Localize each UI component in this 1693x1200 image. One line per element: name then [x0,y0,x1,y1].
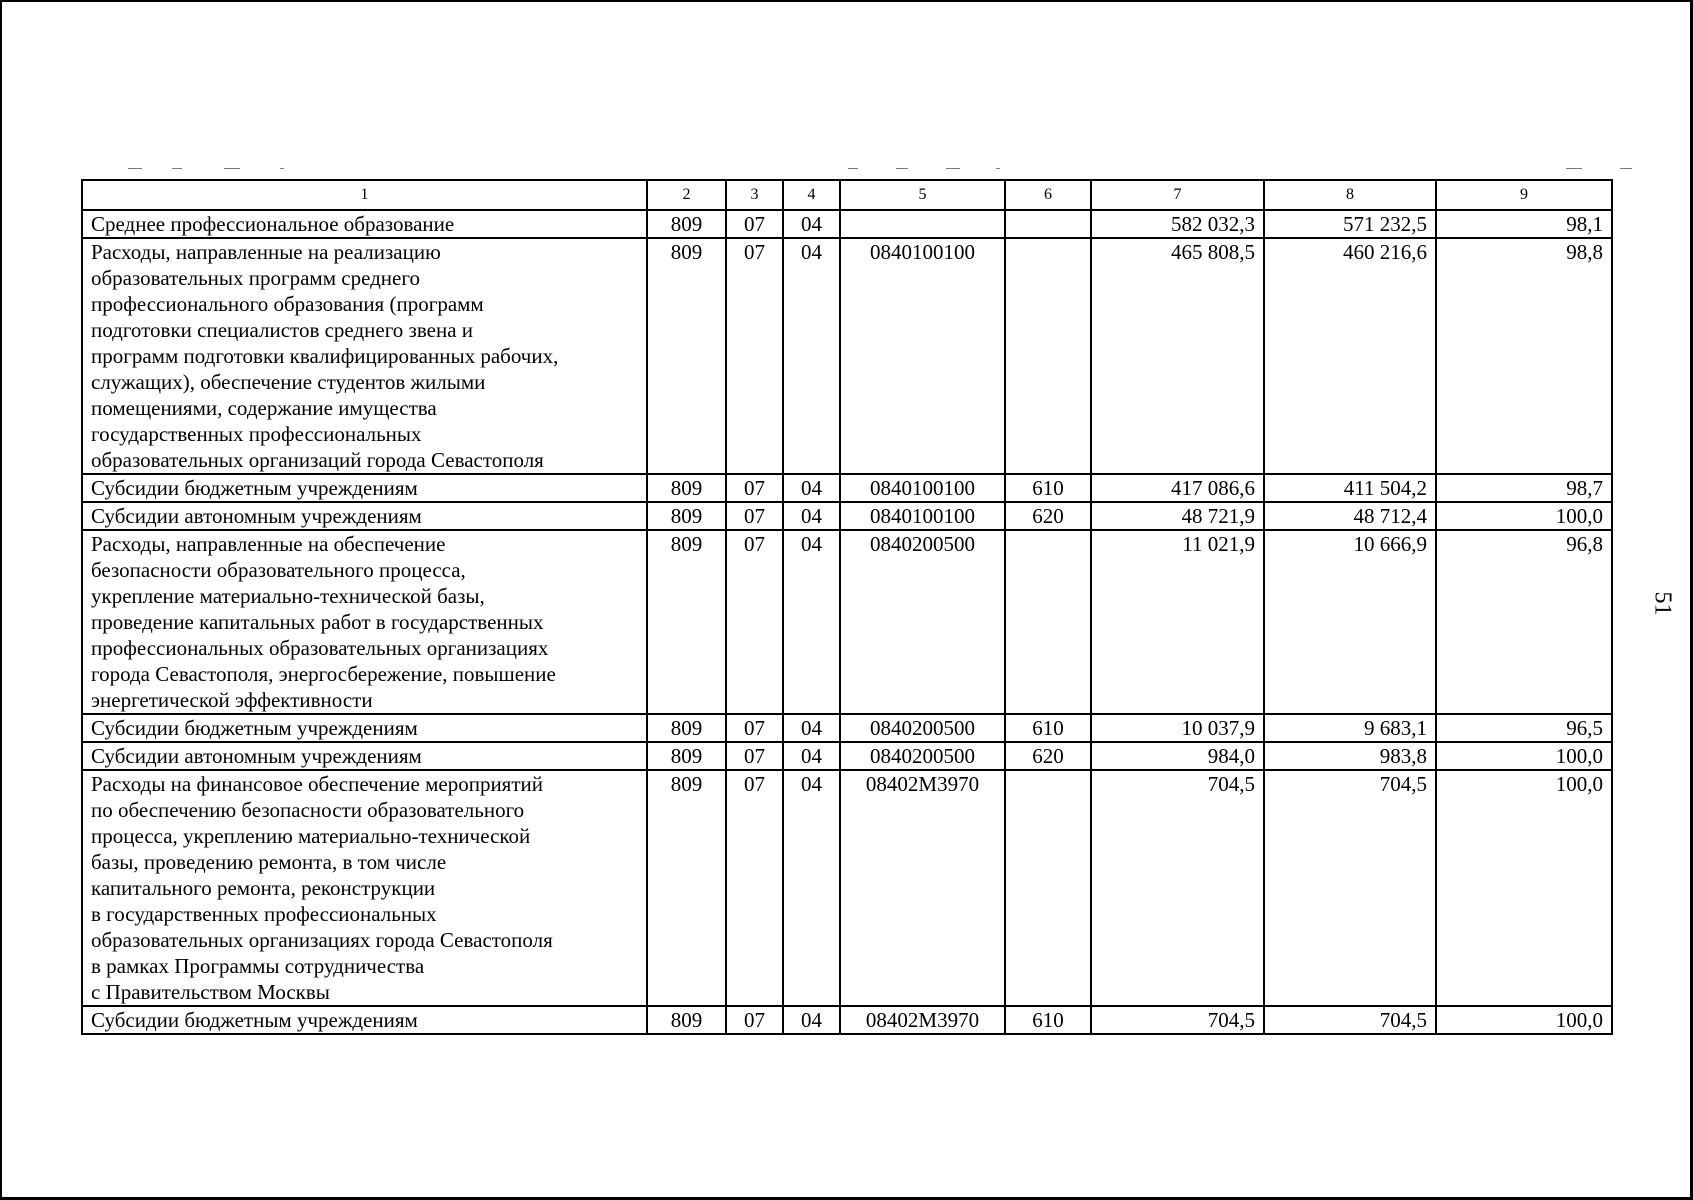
cell-expense-type [1005,530,1091,714]
cell-admin-code: 809 [647,502,726,530]
expense-name-line: проведение капитальных работ в государственных [91,610,544,634]
cell-admin-code: 809 [647,742,726,770]
cell-expense-type: 620 [1005,502,1091,530]
cell-expense-type [1005,210,1091,238]
expense-name-line: энергетической эффективности [91,688,373,712]
column-header: 2 [647,180,726,210]
cell-expense-name [82,530,647,714]
page-number: 51 [1649,591,1676,616]
cell-expense-type [1005,770,1091,1006]
column-header: 7 [1091,180,1264,210]
expense-name-line: Субсидии автономным учреждениям [91,504,422,528]
cell-expense-type [1005,238,1091,474]
cell-planned-amount: 582 032,3 [1091,210,1264,238]
cell-target-article: 0840100100 [840,502,1005,530]
cell-expense-type: 610 [1005,474,1091,502]
cell-percent: 98,7 [1436,474,1612,502]
cell-expense-name [82,714,647,742]
expense-name-line: образовательных организациях города Севастополя [91,928,553,952]
cell-admin-code: 809 [647,770,726,1006]
cell-subsection: 04 [783,714,840,742]
expense-name-line: города Севастополя, энергосбережение, повышение [91,662,556,686]
expense-name-line: Субсидии бюджетным учреждениям [91,476,418,500]
table-row [82,714,1612,742]
column-header: 5 [840,180,1005,210]
cell-subsection: 04 [783,530,840,714]
cell-section: 07 [726,474,783,502]
cell-actual-amount: 9 683,1 [1264,714,1436,742]
expense-name-line: с Правительством Москвы [91,980,330,1004]
expense-name-line: Среднее профессиональное образование [91,212,455,236]
cell-target-article [840,210,1005,238]
cell-percent: 100,0 [1436,742,1612,770]
cell-expense-name [82,742,647,770]
cell-expense-name [82,238,647,474]
table-row [82,1006,1612,1034]
cell-subsection: 04 [783,1006,840,1034]
cell-planned-amount: 48 721,9 [1091,502,1264,530]
cell-subsection: 04 [783,502,840,530]
cell-expense-type: 610 [1005,714,1091,742]
cell-actual-amount: 704,5 [1264,1006,1436,1034]
cell-target-article: 0840200500 [840,530,1005,714]
cell-section: 07 [726,530,783,714]
cell-actual-amount: 48 712,4 [1264,502,1436,530]
cell-percent: 98,1 [1436,210,1612,238]
expense-name-line: капитального ремонта, реконструкции [91,876,436,900]
cell-expense-name [82,770,647,1006]
expense-name-line: программ подготовки квалифицированных рабочих, [91,344,559,368]
cell-admin-code: 809 [647,210,726,238]
table-row [82,770,1612,1006]
column-header: 1 [82,180,647,210]
column-header: 9 [1436,180,1612,210]
column-header: 8 [1264,180,1436,210]
cell-planned-amount: 417 086,6 [1091,474,1264,502]
cell-admin-code: 809 [647,530,726,714]
cell-percent: 98,8 [1436,238,1612,474]
cell-percent: 96,5 [1436,714,1612,742]
table-row [82,210,1612,238]
expense-name-line: Субсидии бюджетным учреждениям [91,716,418,740]
cell-section: 07 [726,502,783,530]
cell-section: 07 [726,742,783,770]
expense-name-line: помещениями, содержание имущества [91,396,437,420]
cell-actual-amount: 983,8 [1264,742,1436,770]
expense-name-line: профессионального образования (программ [91,292,484,316]
cell-target-article: 08402М3970 [840,1006,1005,1034]
table-header-row [82,180,1612,210]
cell-planned-amount: 984,0 [1091,742,1264,770]
expense-name-line: в рамках Программы сотрудничества [91,954,425,978]
budget-table [81,179,1613,1035]
cell-subsection: 04 [783,742,840,770]
cell-actual-amount: 460 216,6 [1264,238,1436,474]
cell-planned-amount: 465 808,5 [1091,238,1264,474]
cell-target-article: 08402М3970 [840,770,1005,1006]
column-header: 3 [726,180,783,210]
cell-admin-code: 809 [647,474,726,502]
expense-name-line: процесса, укреплению материально-технической [91,824,531,848]
cell-expense-name [82,210,647,238]
expense-name-line: Расходы, направленные на обеспечение [91,532,446,556]
cell-section: 07 [726,238,783,474]
cell-planned-amount: 10 037,9 [1091,714,1264,742]
cell-actual-amount: 704,5 [1264,770,1436,1006]
cell-section: 07 [726,210,783,238]
cell-percent: 100,0 [1436,1006,1612,1034]
expense-name-line: Субсидии автономным учреждениям [91,744,422,768]
cell-expense-name [82,1006,647,1034]
cell-target-article: 0840200500 [840,742,1005,770]
table-row [82,474,1612,502]
column-header: 4 [783,180,840,210]
cell-percent: 100,0 [1436,770,1612,1006]
cell-actual-amount: 10 666,9 [1264,530,1436,714]
cell-actual-amount: 411 504,2 [1264,474,1436,502]
cell-section: 07 [726,1006,783,1034]
cell-subsection: 04 [783,474,840,502]
expense-name-line: укрепление материально-технической базы, [91,584,485,608]
cell-planned-amount: 704,5 [1091,770,1264,1006]
expense-name-line: Субсидии бюджетным учреждениям [91,1008,418,1032]
cell-percent: 96,8 [1436,530,1612,714]
column-header: 6 [1005,180,1091,210]
cell-planned-amount: 11 021,9 [1091,530,1264,714]
cell-admin-code: 809 [647,714,726,742]
cell-section: 07 [726,770,783,1006]
cell-subsection: 04 [783,238,840,474]
table-row [82,530,1612,714]
cell-percent: 100,0 [1436,502,1612,530]
cell-expense-type: 610 [1005,1006,1091,1034]
cell-admin-code: 809 [647,238,726,474]
scan-artifact-dashes [120,168,1620,170]
expense-name-line: образовательных организаций города Севастополя [91,448,544,472]
cell-target-article: 0840100100 [840,238,1005,474]
cell-target-article: 0840200500 [840,714,1005,742]
expense-name-line: базы, проведению ремонта, в том числе [91,850,447,874]
cell-planned-amount: 704,5 [1091,1006,1264,1034]
table-row [82,238,1612,474]
expense-name-line: безопасности образовательного процесса, [91,558,466,582]
cell-expense-name [82,474,647,502]
expense-name-line: образовательных программ среднего [91,266,420,290]
table-row [82,502,1612,530]
table-body [82,180,1612,1034]
expense-name-line: служащих), обеспечение студентов жилыми [91,370,486,394]
expense-name-line: Расходы на финансовое обеспечение мероприятий [91,772,543,796]
cell-subsection: 04 [783,210,840,238]
cell-section: 07 [726,714,783,742]
expense-name-line: по обеспечению безопасности образовательного [91,798,525,822]
expense-name-line: Расходы, направленные на реализацию [91,240,441,264]
expense-name-line: профессиональных образовательных организациях [91,636,549,660]
expense-name-line: подготовки специалистов среднего звена и [91,318,474,342]
cell-subsection: 04 [783,770,840,1006]
cell-actual-amount: 571 232,5 [1264,210,1436,238]
cell-expense-type: 620 [1005,742,1091,770]
cell-admin-code: 809 [647,1006,726,1034]
cell-target-article: 0840100100 [840,474,1005,502]
expense-name-line: государственных профессиональных [91,422,422,446]
expense-name-line: в государственных профессиональных [91,902,437,926]
cell-expense-name [82,502,647,530]
table-row [82,742,1612,770]
